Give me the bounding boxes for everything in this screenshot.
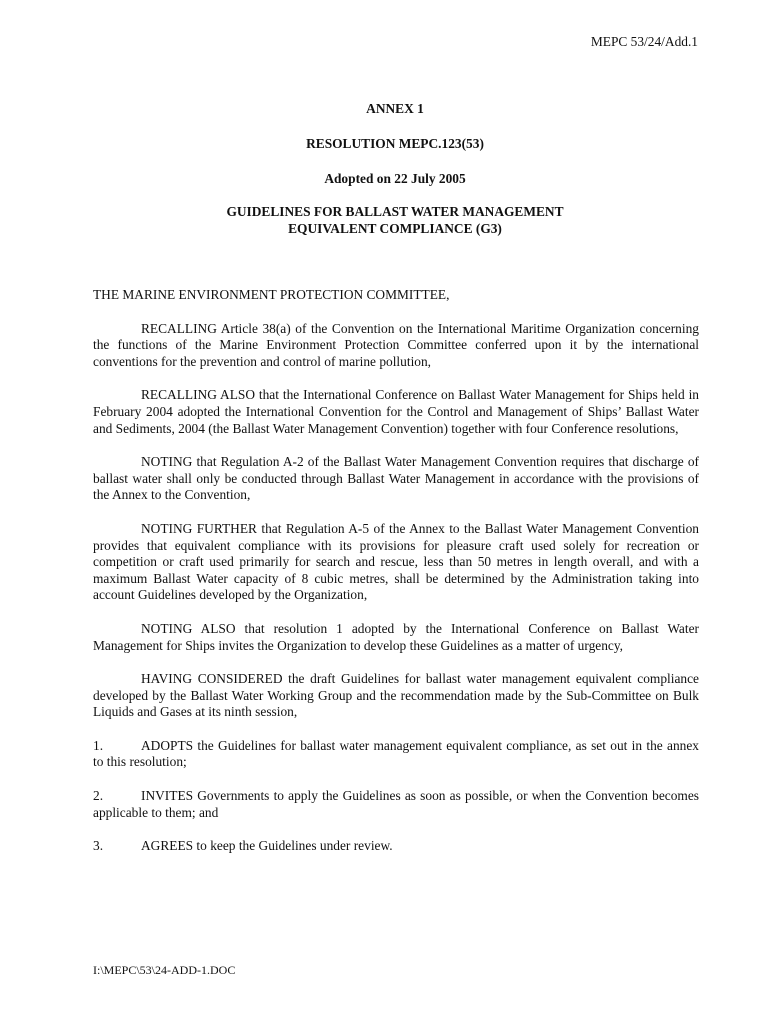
operative-paragraph bbox=[93, 738, 699, 771]
operative-text: AGREES to keep the Guidelines under review. bbox=[141, 838, 393, 854]
resolution-body bbox=[93, 287, 699, 872]
preamble-text: NOTING that Regulation A-2 of the Ballast Water Management Convention requires that discharge of ballast water shall only be conducted through Ballast Water Management in accordance with the provisions of the Annex to the Convention, bbox=[93, 454, 699, 503]
adopted-date-heading: Adopted on 22 July 2005 bbox=[324, 171, 466, 186]
guidelines-title-line-2: EQUIVALENT COMPLIANCE (G3) bbox=[288, 220, 502, 236]
preamble-paragraph bbox=[93, 521, 699, 604]
preamble-text: NOTING ALSO that resolution 1 adopted by the International Conference on Ballast Water Management for Ships invites the Organization to develop these Guidelines as a matter of urgency, bbox=[93, 620, 699, 653]
preamble-paragraph bbox=[93, 387, 699, 437]
guidelines-title bbox=[93, 204, 697, 237]
preamble-text: NOTING FURTHER that Regulation A-5 of the Annex to the Ballast Water Management Convention provides that equivalent compliance with its provisions for pleasure craft used solely for recreation or competition or craft used primarily for search and rescue, less than 50 metres in length overall, and with a maximum Ballast Water capacity of 8 cubic metres, shall be determined by the Administration taking into account Guidelines developed by the Organization, bbox=[93, 520, 699, 603]
paragraph-number: 3. bbox=[93, 838, 104, 854]
paragraph-number: 2. bbox=[93, 788, 104, 804]
resolution-heading: RESOLUTION MEPC.123(53) bbox=[306, 136, 484, 151]
preamble-text: HAVING CONSIDERED the draft Guidelines for ballast water management equivalent compliance developed by the Ballast Water Working Group and the recommendation made by the Sub-Committee on Bulk Liquids and Gases at its ninth session, bbox=[93, 671, 699, 720]
operative-paragraph bbox=[93, 838, 699, 855]
preamble-paragraph bbox=[93, 621, 699, 654]
paragraph-number: 1. bbox=[93, 737, 104, 753]
preamble-paragraph bbox=[93, 671, 699, 721]
preamble-paragraph bbox=[93, 454, 699, 504]
operative-text: INVITES Governments to apply the Guidelines as soon as possible, or when the Convention becomes applicable to them; and bbox=[93, 788, 699, 820]
preamble-text: RECALLING Article 38(a) of the Convention on the International Maritime Organization concerning the functions of the Marine Environment Protection Committee conferred upon it by the international conventions for the prevention and control of marine pollution, bbox=[93, 320, 699, 369]
committee-opening: THE MARINE ENVIRONMENT PROTECTION COMMITTEE, bbox=[93, 287, 450, 302]
operative-paragraph bbox=[93, 788, 699, 821]
preamble-text: RECALLING ALSO that the International Conference on Ballast Water Management for Ships held in February 2004 adopted the International Convention for the Control and Management of Ships’ Ballast Water and Sediments, 2004 (the Ballast Water Management Convention) together with four Conference resolutions, bbox=[93, 387, 699, 436]
guidelines-title-line-1: GUIDELINES FOR BALLAST WATER MANAGEMENT bbox=[226, 204, 564, 219]
preamble-paragraph bbox=[93, 321, 699, 371]
annex-heading: ANNEX 1 bbox=[366, 101, 424, 116]
document-reference: MEPC 53/24/Add.1 bbox=[590, 34, 698, 49]
file-path-footer: I:\MEPC\53\24-ADD-1.DOC bbox=[93, 963, 236, 977]
operative-text: ADOPTS the Guidelines for ballast water management equivalent compliance, as set out in the annex to this resolution; bbox=[93, 737, 699, 770]
